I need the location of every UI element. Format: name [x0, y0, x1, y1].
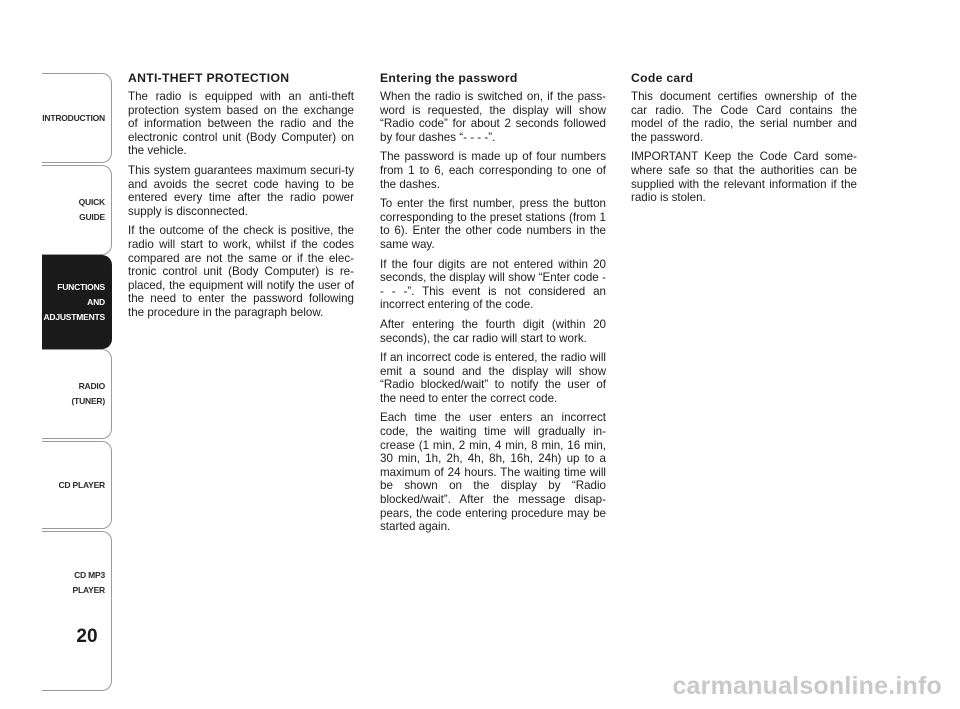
tab-quick-guide[interactable] — [42, 165, 112, 255]
watermark: carmanualsonline.info — [672, 672, 942, 700]
paragraph: After entering the fourth digit (within 20 seconds), the car radio will start to work. — [380, 317, 606, 345]
tab-label: RADIO (TUNER) — [71, 381, 105, 406]
tab-functions-and-adjustments[interactable] — [42, 255, 112, 349]
paragraph: To enter the first number, press the button corresponding to the preset stations (from 1 to 6). Enter the other code numbers in the same way. — [380, 197, 606, 251]
tab-introduction[interactable] — [42, 73, 112, 163]
column-code-card — [631, 71, 857, 211]
column-anti-theft — [128, 71, 354, 326]
section-heading: ANTI-THEFT PROTECTION — [128, 71, 290, 85]
tab-cd-mp3-player[interactable] — [42, 531, 112, 691]
paragraph: IMPORTANT Keep the Code Card some-where safe so that the authorities can be supplied with the relevant information if the radio is stolen. — [631, 150, 857, 205]
paragraph: When the radio is switched on, if the pass-word is requested, the display will show “Radio code” for about 2 seconds followed by four dashes “- - - -”. — [380, 90, 606, 144]
paragraph: The radio is equipped with an anti-theft protection system based on the exchange of information between the radio and the electronic control unit (Body Computer) on the vehicle. — [128, 90, 354, 158]
paragraph: This document certifies ownership of the car radio. The Code Card contains the model of the radio, the serial number and the password. — [631, 90, 857, 144]
paragraph: This system guarantees maximum securi-ty and avoids the secret code having to be entered every time after the radio power supply is disconnected. — [128, 163, 354, 218]
section-heading: Code card — [631, 71, 694, 85]
paragraph: The password is made up of four numbers from 1 to 6, each corresponding to one of the dashes. — [380, 150, 606, 191]
tab-label: FUNCTIONS AND ADJUSTMENTS — [43, 281, 105, 322]
paragraph: Each time the user enters an incorrect code, the waiting time will gradually in-crease (1 min, 2 min, 4 min, 8 min, 16 min, 30 min, 1h, 2h, 4h, 8h, 16h, 24h) up to a maximum of 24 hours. The waiting time will be shown on the display by “Radio blocked/wait”. After the message disap-pears, the code entering procedure may be started again. — [380, 411, 606, 534]
tab-radio-tuner[interactable] — [42, 349, 112, 439]
paragraph: If an incorrect code is entered, the radio will emit a sound and the display will show “Radio blocked/wait” to notify the user of the need to enter the correct code. — [380, 351, 606, 405]
tab-label: CD MP3 PLAYER — [72, 570, 105, 595]
paragraph: If the outcome of the check is positive, the radio will start to work, whilst if the codes compared are not the same or if the elec-tronic control unit (Body Computer) is re-placed, the equipment will notify the user of the need to enter the password following the procedure in the paragraph below. — [128, 224, 354, 319]
page-number: 20 — [76, 626, 98, 647]
tab-cd-player[interactable] — [42, 441, 112, 529]
paragraph: If the four digits are not entered within 20 seconds, the display will show “Enter code - - - -”. This event is not considered an incorrect entering of the code. — [380, 257, 606, 312]
section-heading: Entering the password — [380, 71, 518, 85]
tab-label: QUICK GUIDE — [78, 197, 105, 222]
column-entering-password — [380, 71, 606, 540]
tab-label: CD PLAYER — [58, 479, 105, 490]
tab-label: INTRODUCTION — [42, 112, 105, 123]
